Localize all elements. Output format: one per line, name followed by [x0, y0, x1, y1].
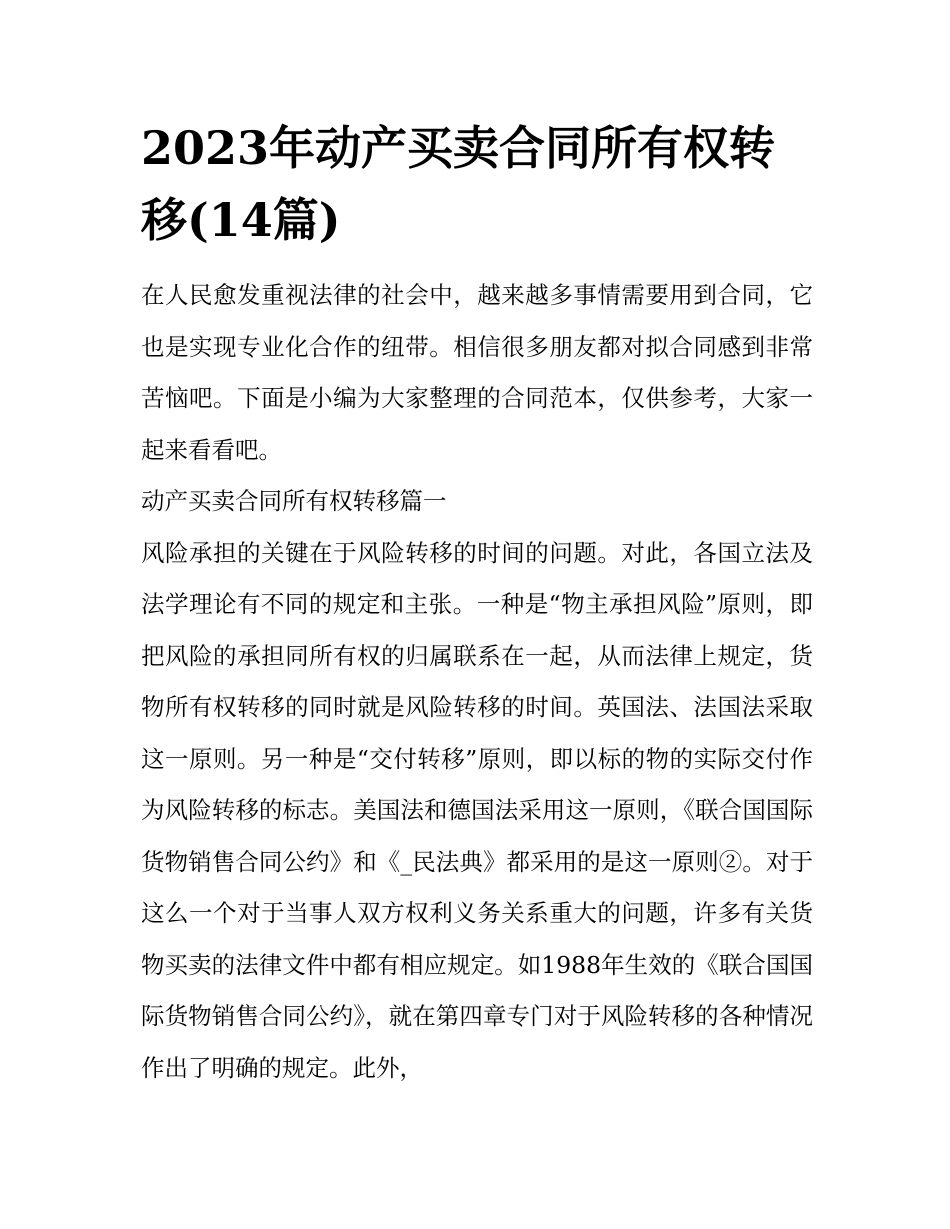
document-title: 2023年动产买卖合同所有权转移(14篇): [141, 121, 776, 247]
section-heading: 动产买卖合同所有权转移篇一: [141, 487, 447, 515]
intro-paragraph: 在人民愈发重视法律的社会中，越来越多事情需要用到合同，它也是实现专业化合作的纽带。相信很多朋友都对拟合同感到非常苦恼吧。下面是小编为大家整理的合同范本，仅供参考，大家一起来看看吧。: [141, 281, 813, 464]
document-page: [141, 112, 813, 1094]
body-paragraph: 风险承担的关键在于风险转移的时间的问题。对此，各国立法及法学理论有不同的规定和主张。一种是“物主承担风险”原则，即把风险的承担同所有权的归属联系在一起，从而法律上规定，货物所有权转移的同时就是风险转移的时间。英国法、法国法采取这一原则。另一种是“交付转移”原则，即以标的物的实际交付作为风险转移的标志。美国法和德国法采用这一原则，《联合国国际货物销售合同公约》和《_民法典》都采用的是这一原则②。对于这么一个对于当事人双方权利义务关系重大的问题，许多有关货物买卖的法律文件中都有相应规定。如1988年生效的《联合国国际货物销售合同公约》，就在第四章专门对于风险转移的各种情况作出了明确的规定。此外，: [141, 538, 813, 1082]
document-content: [141, 270, 813, 1094]
